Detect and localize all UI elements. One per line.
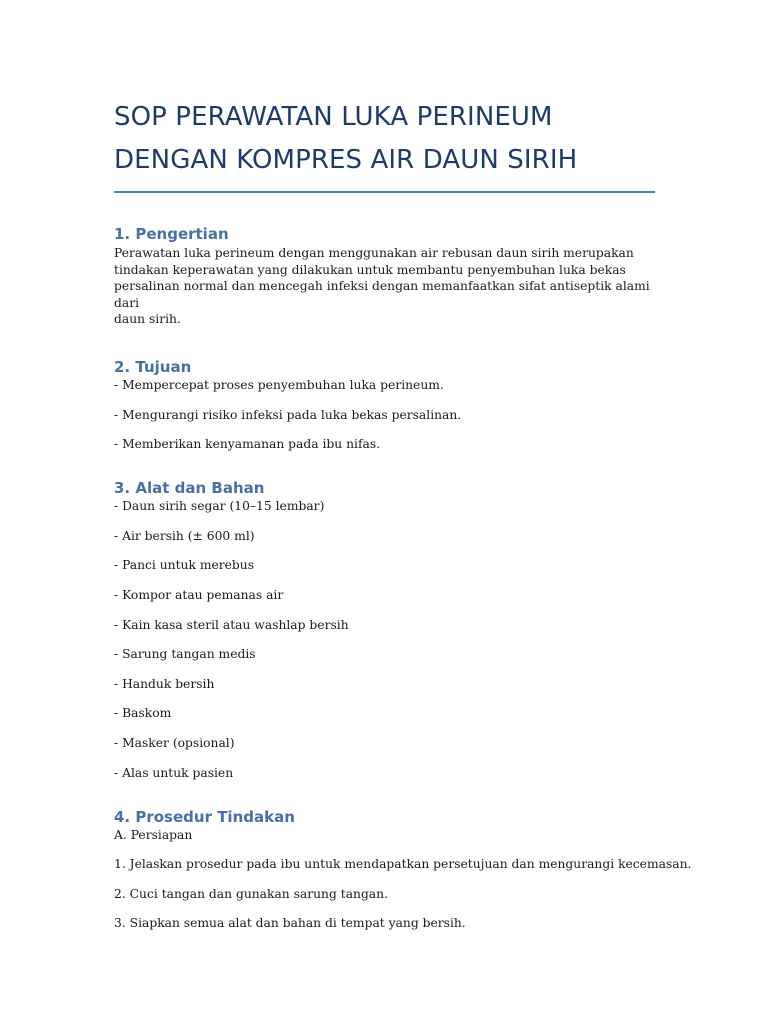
list-item: - Daun sirih segar (10–15 lembar) [114,499,325,514]
section-pengertian [114,224,655,328]
section-alat-bahan [114,478,655,780]
section-heading: 1. Pengertian [114,225,229,243]
list-item: - Handuk bersih [114,676,215,691]
list-item: - Baskom [114,706,172,721]
list-item: - Alas untuk pasien [114,765,234,780]
list-item: - Masker (opsional) [114,735,235,750]
document-title [114,96,655,182]
paragraph-line: tindakan keperawatan yang dilakukan untuk membantu penyembuhan luka bekas [114,262,626,277]
list-item: - Kompor atau pemanas air [114,587,284,602]
list-item: 2. Cuci tangan dan gunakan sarung tangan. [114,886,388,901]
list-item: - Panci untuk merebus [114,558,255,573]
section-prosedur [114,807,692,932]
list-item: - Sarung tangan medis [114,647,256,662]
title-underline [114,191,655,193]
section-tujuan [114,357,655,452]
paragraph-line: persalinan normal dan mencegah infeksi dengan memanfaatkan sifat antiseptik alami dari [114,279,650,310]
document-page [114,96,692,931]
section-paragraph [114,245,655,328]
list-item: - Memberikan kenyamanan pada ibu nifas. [114,437,381,452]
paragraph-line: Perawatan luka perineum dengan menggunakan air rebusan daun sirih merupakan [114,246,634,260]
paragraph-line: daun sirih. [114,312,181,327]
list-item: - Air bersih (± 600 ml) [114,528,255,543]
section-heading: 2. Tujuan [114,357,192,376]
title-line: DENGAN KOMPRES AIR DAUN SIRIH [114,145,578,175]
section-heading: 3. Alat dan Bahan [114,479,265,498]
list-item: 1. Jelaskan prosedur pada ibu untuk mendapatkan persetujuan dan mengurangi kecemasan. [114,857,692,872]
list-item: - Kain kasa steril atau washlap bersih [114,617,349,632]
subsection-label: A. Persiapan [114,827,193,842]
title-line: SOP PERAWATAN LUKA PERINEUM [114,102,553,132]
section-heading: 4. Prosedur Tindakan [114,807,295,826]
list-item: 3. Siapkan semua alat dan bahan di tempat yang bersih. [114,916,466,931]
list-item: - Mempercepat proses penyembuhan luka perineum. [114,377,444,392]
list-item: - Mengurangi risiko infeksi pada luka bekas persalinan. [114,407,462,422]
